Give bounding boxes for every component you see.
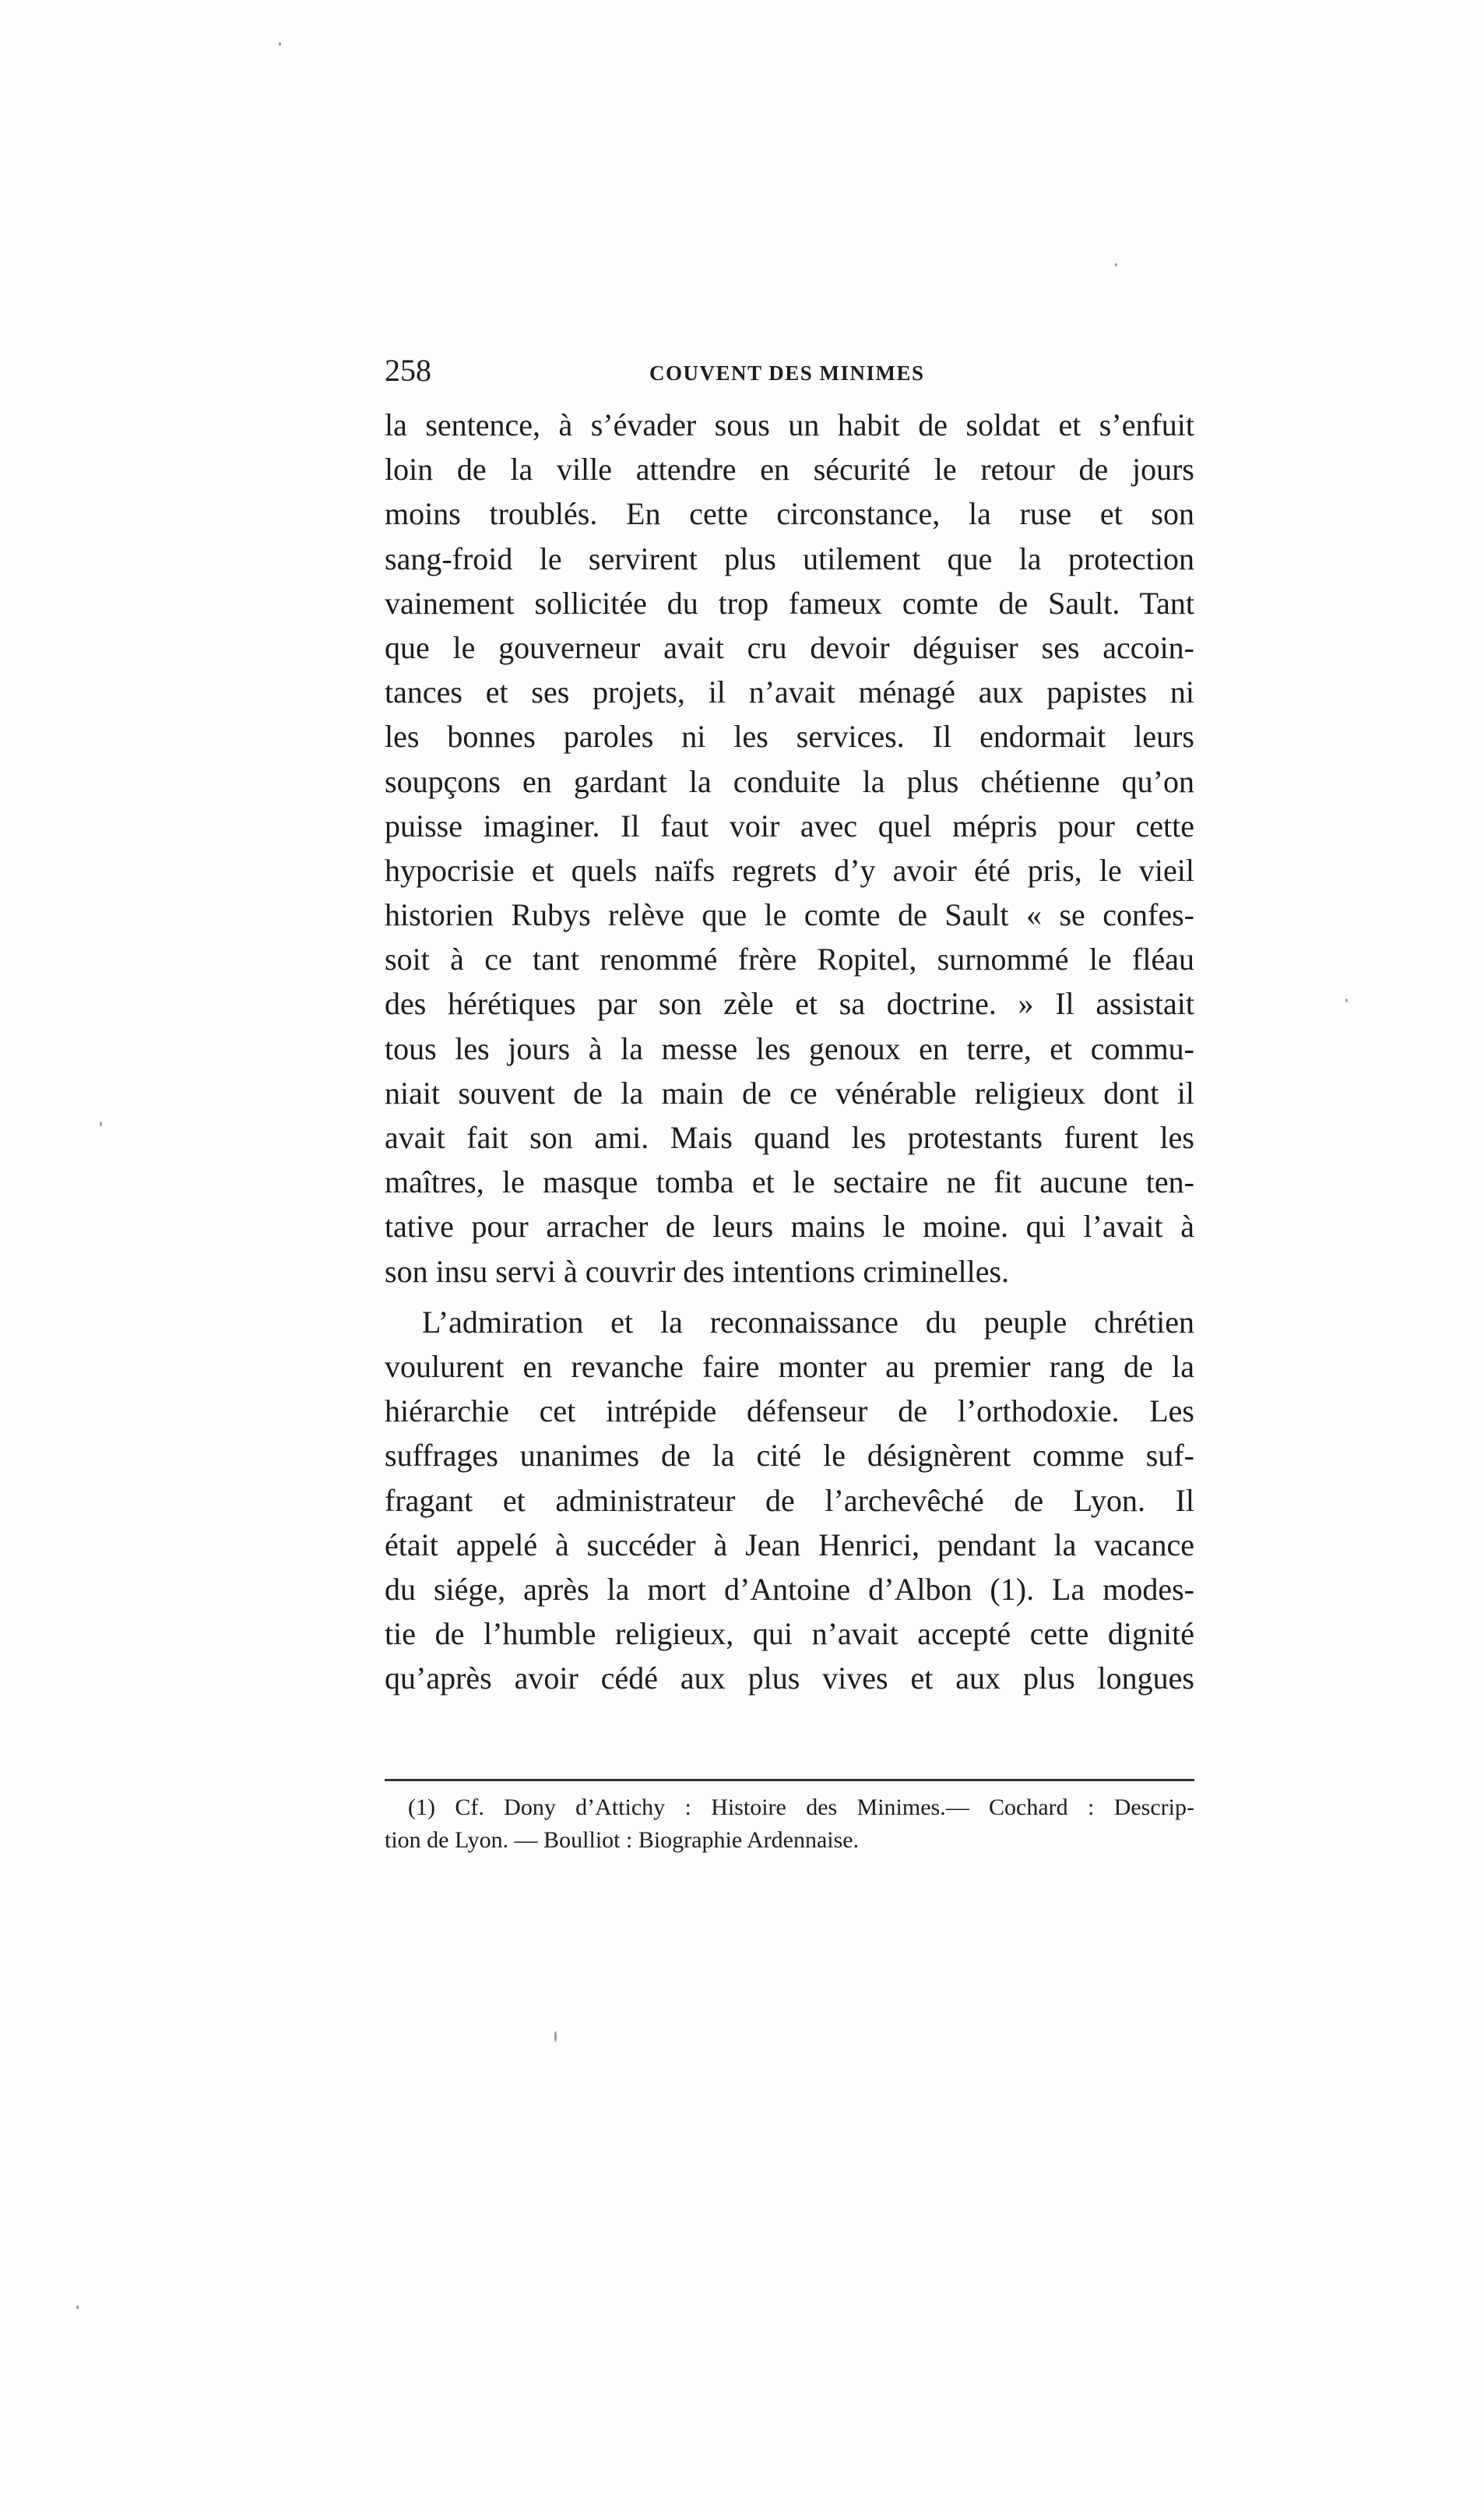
text-line: suffrages unanimes de la cité le désignèrent comme suf- [385, 1438, 1194, 1474]
footnote-separator-rule [385, 1779, 1194, 1781]
text-line: moins troublés. En cette circonstance, la ruse et son [385, 496, 1194, 532]
text-line: loin de la ville attendre en sécurité le retour de jours [385, 452, 1194, 488]
text-line: historien Rubys relève que le comte de Sault « se confes- [385, 897, 1194, 933]
text-line: fragant et administrateur de l’archevêché de Lyon. Il [385, 1482, 1194, 1518]
body-text [385, 403, 1194, 1700]
text-line: avait fait son ami. Mais quand les protestants furent les [385, 1120, 1194, 1155]
text-line: voulurent en revanche faire monter au premier rang de la [385, 1348, 1194, 1384]
text-line: la sentence, à s’évader sous un habit de soldat et s’enfuit [385, 407, 1194, 442]
page-header [385, 349, 1194, 393]
text-line: des hérétiques par son zèle et sa doctrine. » Il assistait [385, 986, 1194, 1022]
text-line: que le gouverneur avait cru devoir déguiser ses accoin- [385, 629, 1194, 665]
footnote-line: tion de Lyon. — Boulliot : Biographie Ardennaise. [385, 1827, 860, 1853]
text-line: sang-froid le servirent plus utilement que la protection [385, 541, 1194, 576]
text-line: L’admiration et la reconnaissance du peuple chrétien [422, 1304, 1194, 1340]
paper-speck [76, 2305, 79, 2309]
text-line: soupçons en gardant la conduite la plus chétienne qu’on [385, 763, 1194, 799]
paper-speck [279, 42, 281, 46]
text-line: maîtres, le masque tomba et le sectaire ne fit aucune ten- [385, 1164, 1194, 1200]
text-line: du siége, après la mort d’Antoine d’Albon (1). La modes- [385, 1571, 1194, 1607]
text-line: hypocrisie et quels naïfs regrets d’y avoir été pris, le vieil [385, 852, 1194, 888]
text-line: hiérarchie cet intrépide défenseur de l’orthodoxie. Les [385, 1393, 1194, 1429]
text-line: niait souvent de la main de ce vénérable religieux dont il [385, 1075, 1194, 1111]
paragraph-gap [385, 1294, 1194, 1300]
text-line: qu’après avoir cédé aux plus vives et aux plus longues [385, 1660, 1194, 1696]
footnotes [385, 1791, 1194, 1857]
text-line: tances et ses projets, il n’avait ménagé aux papistes ni [385, 674, 1194, 710]
text-line: son insu servi à couvrir des intentions criminelles. [385, 1253, 1010, 1289]
page-number: 258 [385, 353, 431, 388]
text-line: tous les jours à la messe les genoux en terre, et commu- [385, 1030, 1194, 1066]
text-line: tative pour arracher de leurs mains le moine. qui l’avait à [385, 1209, 1194, 1245]
paper-speck [100, 1122, 102, 1126]
text-line: était appelé à succéder à Jean Henrici, pendant la vacance [385, 1527, 1194, 1562]
footnote-line: (1) Cf. Dony d’Attichy : Histoire des Minimes.— Cochard : Descrip- [408, 1794, 1194, 1820]
paper-speck [1115, 263, 1117, 266]
text-line: les bonnes paroles ni les services. Il endormait leurs [385, 719, 1194, 755]
running-head: COUVENT DES MINIMES [649, 361, 925, 385]
text-line: soit à ce tant renommé frère Ropitel, surnommé le fléau [385, 942, 1194, 977]
text-line: puisse imaginer. Il faut voir avec quel mépris pour cette [385, 808, 1194, 843]
text-line: tie de l’humble religieux, qui n’avait accepté cette dignité [385, 1616, 1194, 1652]
text-line: vainement sollicitée du trop fameux comte de Sault. Tant [385, 585, 1194, 621]
paper-speck [1345, 998, 1348, 1002]
paper-speck [554, 2031, 557, 2042]
